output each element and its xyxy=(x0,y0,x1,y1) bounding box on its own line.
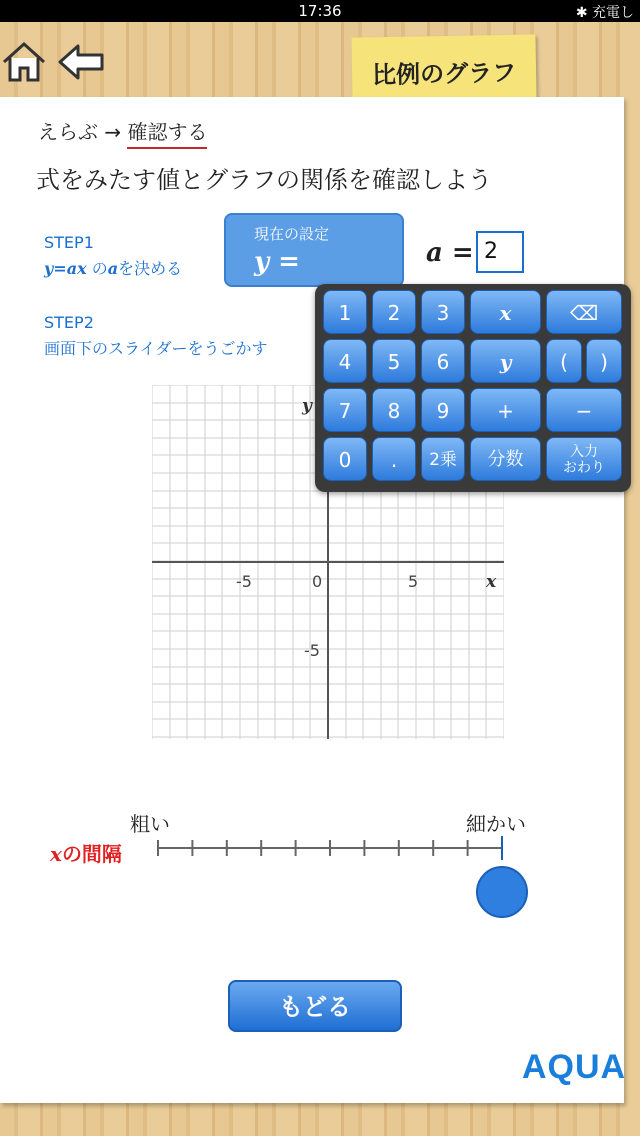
step1-formula: y=ax xyxy=(44,259,87,278)
key-minus[interactable]: − xyxy=(546,388,622,432)
slider-knob[interactable] xyxy=(477,867,527,917)
key-9[interactable]: 9 xyxy=(421,388,465,432)
status-charging: ✱ 充電し xyxy=(575,5,634,21)
key-square[interactable]: 2乗 xyxy=(421,437,465,481)
step2-title: STEP2 xyxy=(44,313,94,332)
status-time: 17:36 xyxy=(298,2,342,20)
key-0[interactable]: 0 xyxy=(323,437,367,481)
breadcrumb-select[interactable]: えらぶ xyxy=(38,120,98,144)
step2 xyxy=(44,310,268,362)
key-8[interactable]: 8 xyxy=(372,388,416,432)
key-open-paren[interactable]: ( xyxy=(546,339,582,383)
key-2[interactable]: 2 xyxy=(372,290,416,334)
key-plus[interactable]: + xyxy=(470,388,541,432)
step1-desc xyxy=(44,256,182,282)
current-setting-box xyxy=(224,213,404,287)
key-finish-input[interactable]: 入力 おわり xyxy=(546,437,622,481)
step1 xyxy=(44,230,182,282)
status-charging-text: 充電し xyxy=(592,5,634,21)
slider-title-var: x xyxy=(50,842,62,866)
key-7[interactable]: 7 xyxy=(323,388,367,432)
aqua-logo: AQUA xyxy=(522,1048,627,1086)
slider-title xyxy=(50,838,122,867)
title-tab xyxy=(351,34,536,101)
key-1[interactable]: 1 xyxy=(323,290,367,334)
key-4[interactable]: 4 xyxy=(323,339,367,383)
x-axis-label: x xyxy=(486,572,497,592)
step1-title: STEP1 xyxy=(44,233,94,252)
numeric-keypad xyxy=(315,284,631,492)
key-6[interactable]: 6 xyxy=(421,339,465,383)
interval-slider[interactable] xyxy=(150,830,540,930)
key-dot[interactable]: . xyxy=(372,437,416,481)
tick-label-neg5x: -5 xyxy=(236,572,252,591)
breadcrumb-confirm: 確認する xyxy=(127,120,207,149)
current-setting-equation: y = xyxy=(254,247,300,277)
back-arrow-icon[interactable] xyxy=(56,38,106,86)
step2-desc: 画面下のスライダーをうごかす xyxy=(44,339,268,358)
step1-end: を決める xyxy=(118,259,183,278)
page-title: 比例のグラフ xyxy=(371,58,517,90)
back-button[interactable]: もどる xyxy=(228,980,402,1032)
step1-mid: の xyxy=(86,259,108,278)
tick-label-neg5y: -5 xyxy=(304,641,320,660)
breadcrumb-arrow: → xyxy=(104,120,122,144)
slider-fine-label: 細かい xyxy=(466,812,526,836)
slider-title-rest: の間隔 xyxy=(61,842,122,866)
key-y[interactable]: y xyxy=(470,339,541,383)
slider-coarse-label: 粗い xyxy=(130,812,170,836)
instruction-heading: 式をみたす値とグラフの関係を確認しよう xyxy=(36,166,492,194)
key-fraction[interactable]: 分数 xyxy=(470,437,541,481)
key-close-paren[interactable]: ) xyxy=(586,339,622,383)
step1-var: a xyxy=(107,259,119,278)
backspace-key-icon[interactable]: ⌫ xyxy=(546,290,622,334)
current-setting-label: 現在の設定 xyxy=(254,225,330,243)
key-5[interactable]: 5 xyxy=(372,339,416,383)
home-icon[interactable] xyxy=(0,38,50,86)
a-value-input[interactable]: 2 xyxy=(476,231,524,273)
key-3[interactable]: 3 xyxy=(421,290,465,334)
tick-label-origin: 0 xyxy=(312,572,323,591)
breadcrumb xyxy=(38,116,207,145)
y-axis-label: y xyxy=(302,396,312,416)
a-equals-label: a = xyxy=(426,238,474,268)
status-bar xyxy=(0,0,640,22)
tick-label-pos5x: 5 xyxy=(408,572,419,591)
key-x[interactable]: x xyxy=(470,290,541,334)
